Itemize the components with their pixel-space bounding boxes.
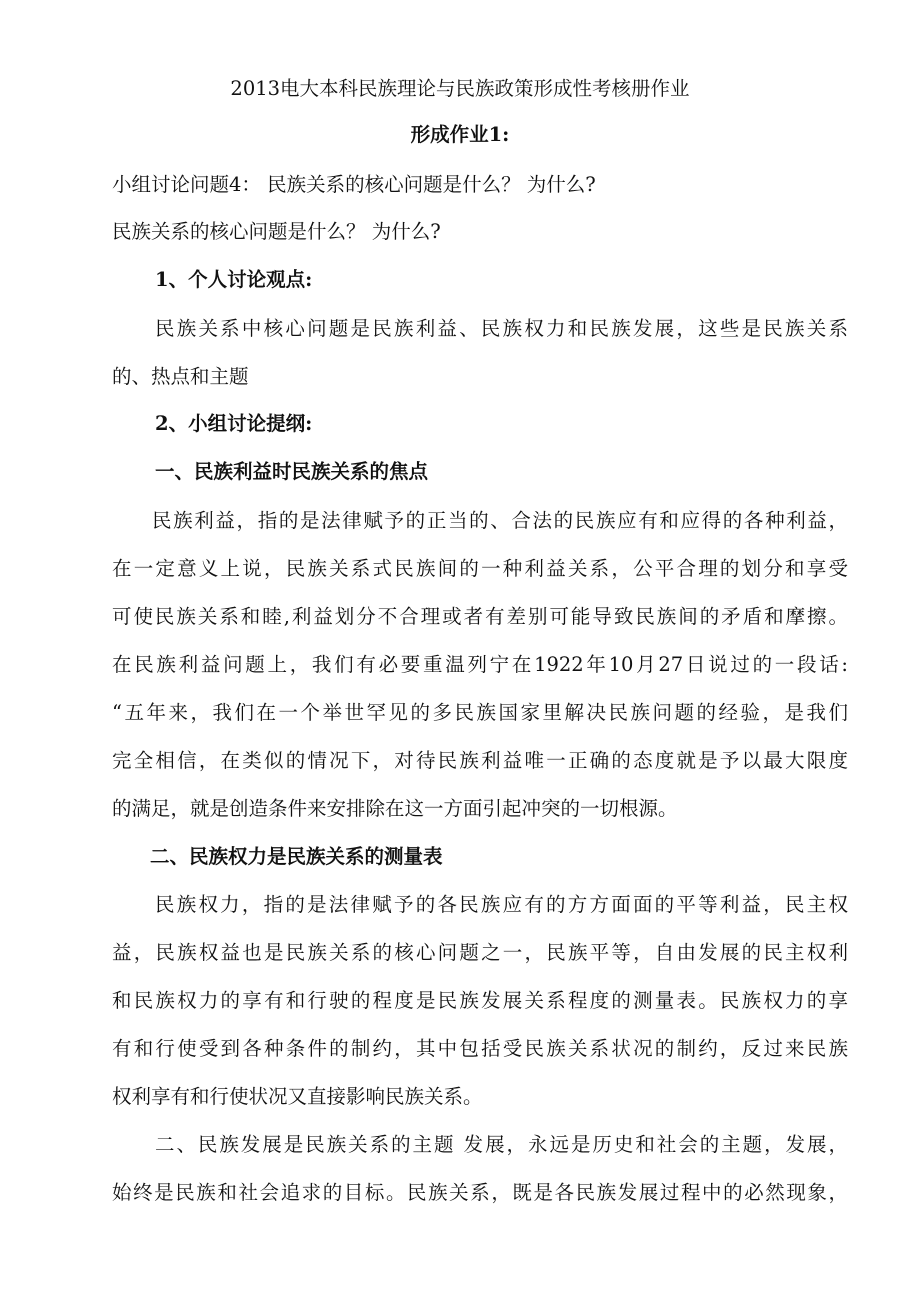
paragraph-line: 权利享有和行使状况又直接影响民族关系。 <box>112 1085 483 1108</box>
section1-heading: 1、个人讨论观点: <box>155 268 313 291</box>
paragraph-line: 益，民族权益也是民族关系的核心问题之一，民族平等，自由发展的民主权利 <box>112 941 848 964</box>
paragraph-line: 二、民族发展是民族关系的主题 发展，永远是历史和社会的主题，发展， <box>155 1133 848 1156</box>
paragraph-line: 在民族利益问题上，我们有必要重温列宁在1922年10月27日说过的一段话: <box>112 653 848 676</box>
paragraph-line: “五年来，我们在一个举世罕见的多民族国家里解决民族问题的经验，是我们 <box>112 701 848 724</box>
section2-heading: 2、小组讨论提纲: <box>155 412 313 435</box>
document-subtitle: 形成作业1: <box>410 123 510 146</box>
document-title: 2013电大本科民族理论与民族政策形成性考核册作业 <box>230 77 690 100</box>
paragraph-line: 民族权力，指的是法律赋予的各民族应有的方方面面的平等利益，民主权 <box>155 893 848 916</box>
question-line: 民族关系的核心问题是什么？ 为什么? <box>112 220 441 243</box>
paragraph-line: 和民族权力的享有和行驶的程度是民族发展关系程度的测量表。民族权力的享 <box>112 989 848 1012</box>
paragraph-line: 可使民族关系和睦,利益划分不合理或者有差别可能导致民族间的矛盾和摩擦。 <box>112 605 848 628</box>
paragraph-line: 的、热点和主题 <box>112 365 249 388</box>
paragraph-line: 在一定意义上说，民族关系式民族间的一种利益关系，公平合理的划分和享受 <box>112 557 848 580</box>
paragraph-line: 始终是民族和社会追求的目标。民族关系，既是各民族发展过程中的必然现象， <box>112 1181 848 1204</box>
paragraph-line: 的满足，就是创造条件来安排除在这一方面引起冲突的一切根源。 <box>112 797 678 820</box>
paragraph-line: 有和行使受到各种条件的制约，其中包括受民族关系状况的制约，反过来民族 <box>112 1037 848 1060</box>
part1-heading: 一、民族利益时民族关系的焦点 <box>155 460 429 483</box>
paragraph-line: 民族利益，指的是法律赋予的正当的、合法的民族应有和应得的各种利益， <box>152 509 848 532</box>
paragraph-line: 民族关系中核心问题是民族利益、民族权力和民族发展，这些是民族关系 <box>155 317 848 340</box>
part2-heading: 二、民族权力是民族关系的测量表 <box>150 845 443 868</box>
question-group-line: 小组讨论问题4： 民族关系的核心问题是什么？ 为什么? <box>112 173 596 196</box>
paragraph-line: 完全相信，在类似的情况下，对待民族利益唯一正确的态度就是予以最大限度 <box>112 749 848 772</box>
